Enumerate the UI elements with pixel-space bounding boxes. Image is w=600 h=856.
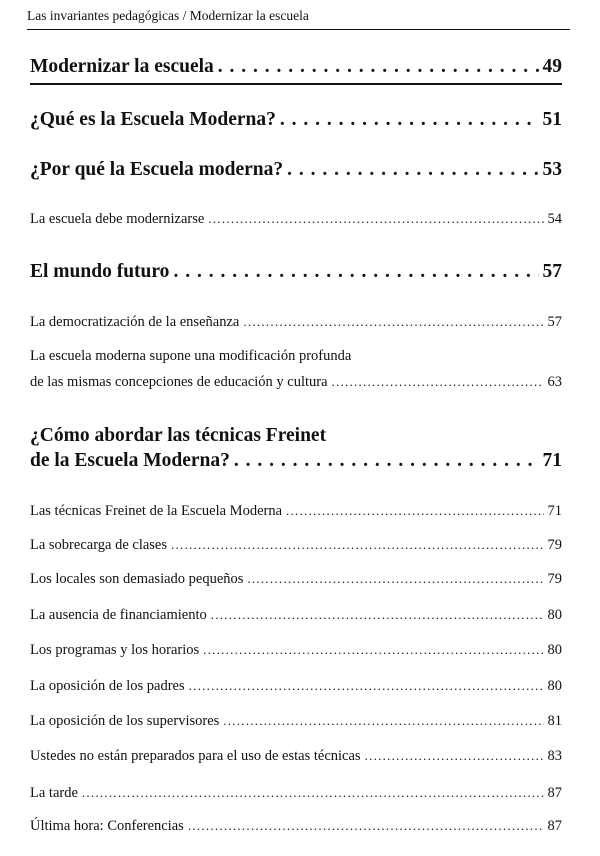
toc-entry-que-es	[30, 109, 562, 131]
toc-entry-page: 79	[547, 537, 562, 553]
dot-leader	[286, 503, 543, 519]
toc-entry-ultima-hora	[30, 818, 562, 835]
toc-entry-locales	[30, 571, 562, 588]
dot-leader	[173, 261, 538, 283]
toc-entry-la-tarde	[30, 785, 562, 802]
toc-entry-financiamiento	[30, 607, 562, 624]
dot-leader	[280, 109, 539, 131]
toc-entry-title-line1: ¿Cómo abordar las técnicas Freinet	[30, 425, 327, 446]
toc-entry-programas	[30, 642, 562, 659]
dot-leader	[211, 607, 544, 623]
toc-entry-title: La tarde	[30, 785, 78, 801]
dot-leader	[82, 785, 544, 801]
toc-entry-page: 80	[547, 642, 562, 658]
toc-entry-title: ¿Qué es la Escuela Moderna?	[30, 109, 276, 130]
toc-entry-page: 79	[547, 571, 562, 587]
dot-leader	[287, 159, 538, 181]
toc-entry-title: La oposición de los supervisores	[30, 713, 220, 729]
dot-leader	[332, 374, 544, 390]
toc-entry-title: La sobrecarga de clases	[30, 537, 168, 553]
toc-entry-sobrecarga	[30, 537, 562, 554]
toc-entry-title: La oposición de los padres	[30, 678, 185, 694]
toc-entry-page: 57	[542, 261, 562, 282]
dot-leader	[218, 56, 539, 78]
dot-leader	[243, 314, 543, 330]
toc-entry-page: 57	[547, 314, 562, 330]
toc-entry-page: 80	[547, 607, 562, 623]
toc-entry-oposicion-padres	[30, 678, 562, 695]
toc-entry-page: 80	[547, 678, 562, 694]
dot-leader	[171, 537, 543, 553]
toc-entry-page: 87	[547, 785, 562, 801]
toc-entry-title: Última hora: Conferencias	[30, 818, 184, 834]
dot-leader	[234, 450, 539, 472]
toc-entry-page: 54	[547, 211, 562, 227]
toc-entry-debe-modernizarse	[30, 211, 562, 228]
toc-entry-tecnicas-freinet	[30, 503, 562, 520]
toc-entry-mundo-futuro	[30, 261, 562, 283]
toc-entry-no-preparados	[30, 748, 562, 765]
toc-entry-title: de las mismas concepciones de educación y cultura	[30, 374, 328, 390]
toc-entry-modernizar	[30, 56, 562, 78]
toc-entry-como-abordar	[30, 450, 562, 472]
toc-entry-title: Modernizar la escuela	[30, 56, 214, 77]
toc-entry-oposicion-supervisores	[30, 713, 562, 730]
toc-entry-page: 87	[547, 818, 562, 834]
toc-entry-title: Ustedes no están preparados para el uso de estas técnicas	[30, 748, 361, 764]
toc-entry-title: Los locales son demasiado pequeños	[30, 571, 244, 587]
toc-entry-title: La democratización de la enseñanza	[30, 314, 240, 330]
toc-entry-democratizacion	[30, 314, 562, 331]
dot-leader	[247, 571, 543, 587]
toc-entry-page: 53	[542, 159, 562, 180]
dot-leader	[208, 211, 543, 227]
toc-entry-title: Los programas y los horarios	[30, 642, 200, 658]
running-header: Las invariantes pedagógicas / Modernizar la escuela	[27, 8, 309, 23]
dot-leader	[203, 642, 543, 658]
toc-entry-page: 71	[542, 450, 562, 471]
toc-entry-page: 51	[542, 109, 562, 130]
toc-entry-title: de la Escuela Moderna?	[30, 450, 230, 471]
toc-entry-title: El mundo futuro	[30, 261, 170, 282]
toc-entry-title: ¿Por qué la Escuela moderna?	[30, 159, 284, 180]
toc-entry-modificacion-profunda	[30, 374, 562, 391]
toc-entry-title-line1: La escuela moderna supone una modificación profunda	[30, 348, 352, 364]
toc-entry-por-que	[30, 159, 562, 181]
dot-leader	[189, 678, 544, 694]
toc-entry-title: La ausencia de financiamiento	[30, 607, 207, 623]
toc-entry-page: 71	[547, 503, 562, 519]
toc-entry-page: 49	[542, 56, 562, 77]
dot-leader	[365, 748, 544, 764]
toc-entry-title: Las técnicas Freinet de la Escuela Moderna	[30, 503, 283, 519]
toc-entry-title: La escuela debe modernizarse	[30, 211, 205, 227]
dot-leader	[223, 713, 543, 729]
section-rule	[30, 83, 562, 85]
toc-entry-page: 63	[547, 374, 562, 390]
toc-entry-page: 83	[547, 748, 562, 764]
dot-leader	[188, 818, 544, 834]
toc-entry-page: 81	[547, 713, 562, 729]
header-rule	[27, 29, 570, 30]
